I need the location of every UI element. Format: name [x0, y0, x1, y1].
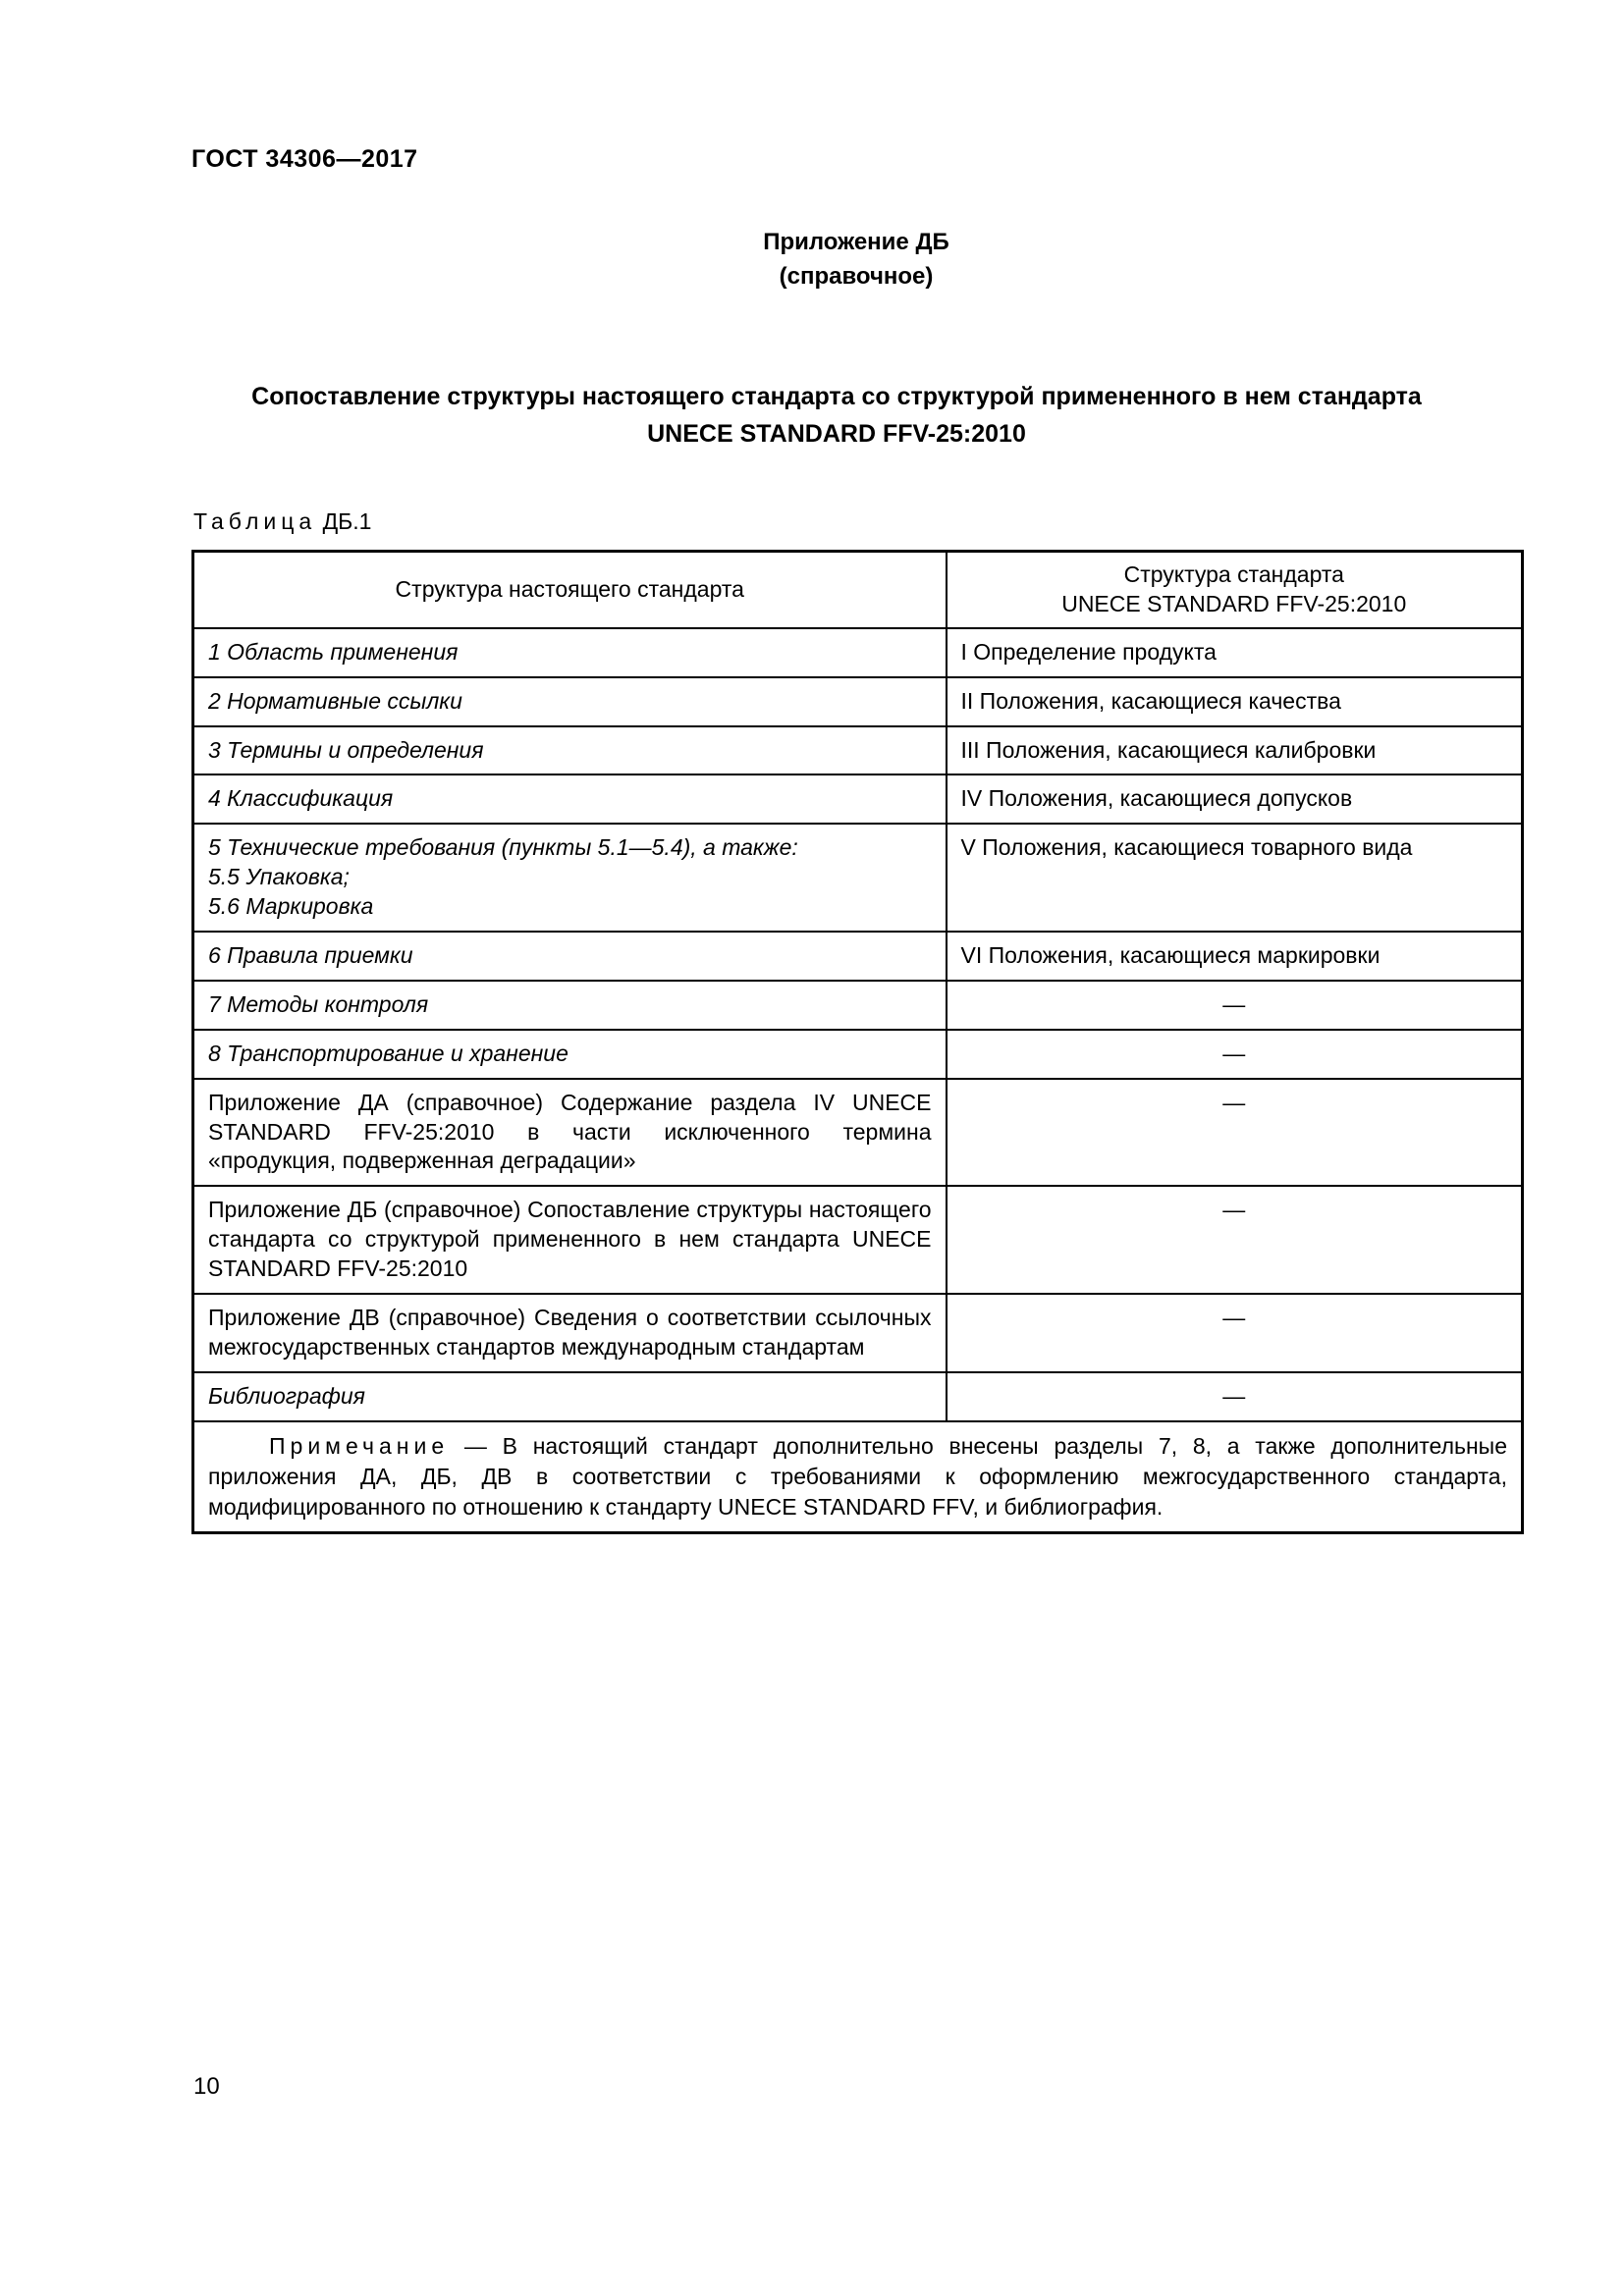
cell-right: — — [947, 1372, 1523, 1421]
cell-right: VI Положения, касающиеся маркировки — [947, 932, 1523, 981]
comparison-table — [191, 550, 1524, 1534]
cell-right: I Определение продукта — [947, 628, 1523, 677]
cell-right: III Положения, касающиеся калибровки — [947, 726, 1523, 775]
table-row — [193, 1186, 1523, 1294]
cell-right: — — [947, 1294, 1523, 1372]
cell-right: IV Положения, касающиеся допусков — [947, 774, 1523, 824]
cell-left: 3 Термины и определения — [193, 726, 947, 775]
table-header-left: Структура настоящего стандарта — [193, 552, 947, 628]
cell-left-line: 5 Технические требования (пункты 5.1—5.4), а также: — [208, 834, 798, 861]
document-title-line1: Сопоставление структуры настоящего стандарта со структурой примененного в нем стандарта — [251, 383, 1422, 410]
table-row — [193, 932, 1523, 981]
table-note — [193, 1421, 1523, 1533]
table-caption-word: Таблица — [193, 508, 317, 534]
document-title — [147, 379, 1526, 453]
cell-left: 2 Нормативные ссылки — [193, 677, 947, 726]
table-row — [193, 1372, 1523, 1421]
appendix-subtitle: (справочное) — [779, 262, 934, 290]
table-caption-number: ДБ.1 — [322, 508, 372, 534]
cell-left — [193, 824, 947, 932]
note-paragraph — [208, 1431, 1507, 1522]
cell-right: — — [947, 1079, 1523, 1187]
cell-left: Приложение ДБ (справочное) Сопоставление структуры настоящего стандарта со структурой примененного в нем стандарта UNECE STANDARD FFV-25:2010 — [193, 1186, 947, 1294]
cell-right: — — [947, 981, 1523, 1030]
cell-left: 6 Правила приемки — [193, 932, 947, 981]
table-caption — [193, 508, 371, 535]
table-header-right-line2: UNECE STANDARD FFV-25:2010 — [1061, 590, 1407, 616]
cell-right: — — [947, 1186, 1523, 1294]
table-header-row — [193, 552, 1523, 628]
note-text: — В настоящий стандарт дополнительно внесены разделы 7, 8, а также дополнительные приложения ДА, ДБ, ДВ в соответствии с требованиями к оформлению межгосударственного стандарта, модифицированного по отношению к стандарту UNECE STANDARD FFV, и библиография. — [208, 1432, 1508, 1520]
table-header-right-line1: Структура стандарта — [1123, 561, 1344, 587]
document-title-line2: UNECE STANDARD FFV-25:2010 — [647, 419, 1026, 448]
cell-left: Приложение ДВ (справочное) Сведения о соответствии ссылочных межгосударственных стандартов международным стандартам — [193, 1294, 947, 1372]
cell-left: 8 Транспортирование и хранение — [193, 1030, 947, 1079]
cell-left-line: 5.5 Упаковка; — [208, 864, 350, 890]
table-row — [193, 1030, 1523, 1079]
cell-left-line: 5.6 Маркировка — [208, 893, 374, 920]
table-row — [193, 824, 1523, 932]
cell-right: — — [947, 1030, 1523, 1079]
table-row — [193, 628, 1523, 677]
table-row — [193, 981, 1523, 1030]
cell-left: 7 Методы контроля — [193, 981, 947, 1030]
cell-right: V Положения, касающиеся товарного вида — [947, 824, 1523, 932]
table-row — [193, 774, 1523, 824]
table-header-right — [947, 552, 1523, 628]
table-row — [193, 1294, 1523, 1372]
note-label: Примечание — [269, 1432, 450, 1459]
appendix-heading — [191, 226, 1521, 294]
appendix-title: Приложение ДБ — [763, 229, 949, 255]
cell-left: 4 Классификация — [193, 774, 947, 824]
table-row — [193, 677, 1523, 726]
cell-left: Библиография — [193, 1372, 947, 1421]
table-row — [193, 726, 1523, 775]
table-row — [193, 1079, 1523, 1187]
cell-right: II Положения, касающиеся качества — [947, 677, 1523, 726]
cell-left: 1 Область применения — [193, 628, 947, 677]
table-note-row — [193, 1421, 1523, 1533]
doc-header: ГОСТ 34306—2017 — [191, 145, 418, 173]
cell-left: Приложение ДА (справочное) Содержание раздела IV UNECE STANDARD FFV-25:2010 в части исключенного термина «продукция, подверженная деградации» — [193, 1079, 947, 1187]
page-number: 10 — [193, 2073, 220, 2100]
